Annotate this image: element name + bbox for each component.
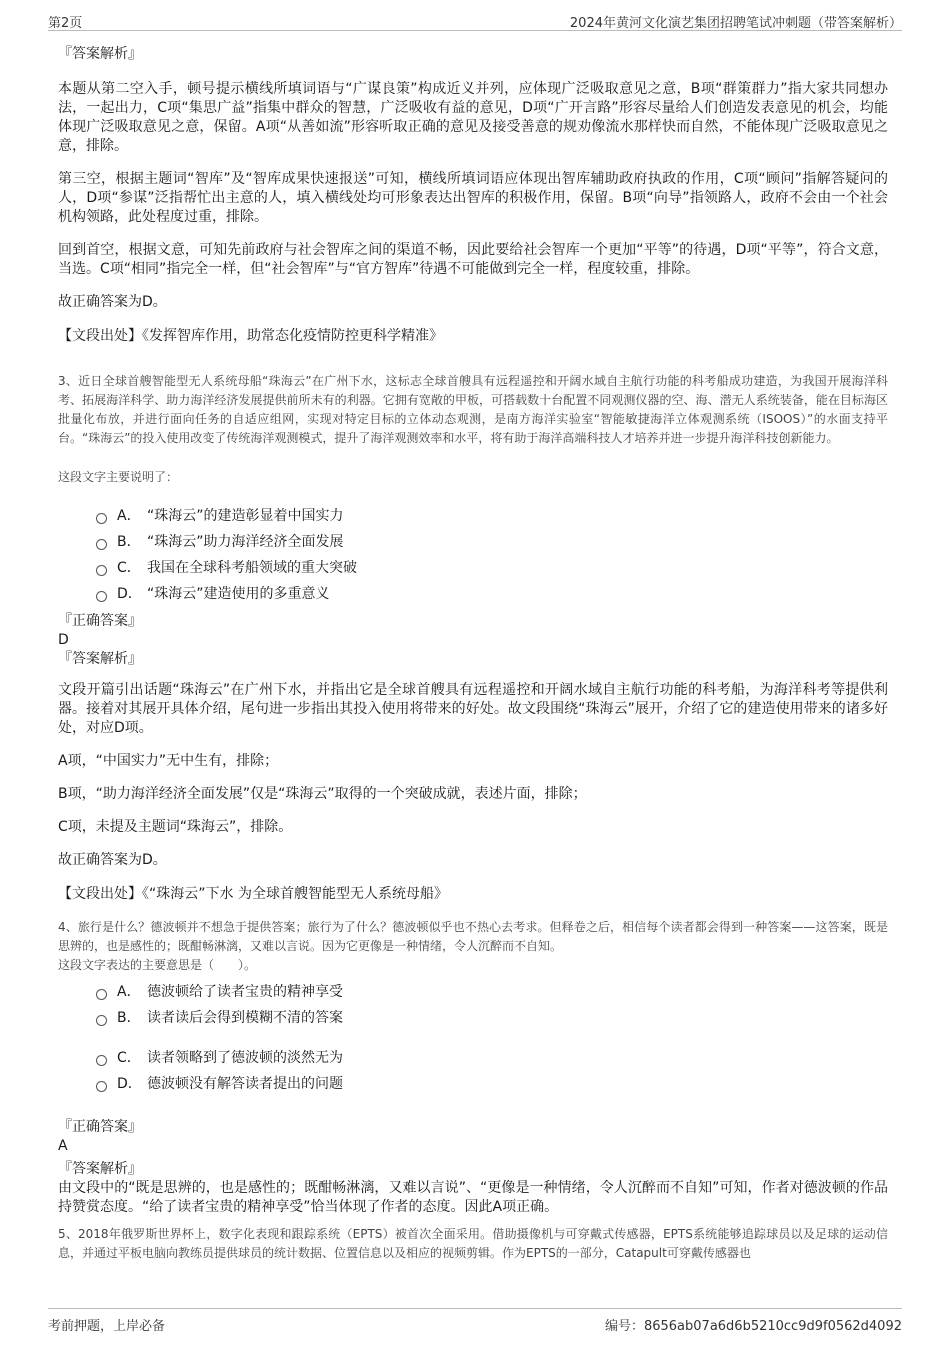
option-letter: C． bbox=[117, 1050, 141, 1066]
q2-conclusion: 故正确答案为D。 bbox=[58, 294, 167, 310]
main-content bbox=[58, 44, 888, 1263]
option-letter: C． bbox=[117, 560, 141, 576]
q3-option-d[interactable] bbox=[96, 581, 888, 607]
q2-analysis-p2: 第三空，根据主题词“智库”及“智库成果快速报送”可知，横线所填词语应体现出智库辅助政府执政的作用，C项“顾问”指解答疑问的人，D项“参谋”泛指帮忙出主意的人，填入横线处均可形象表达出智库的积极作用，保留。B项“向导”指领路人，政府不会由一个社会机构领路，此处程度过重，排除。 bbox=[58, 171, 888, 225]
q3-analysis-c: C项，未提及主题词“珠海云”，排除。 bbox=[58, 819, 293, 835]
option-text: 读者读后会得到模糊不清的答案 bbox=[147, 1010, 343, 1026]
option-letter: B． bbox=[117, 534, 141, 550]
option-letter: D． bbox=[117, 586, 142, 602]
radio-icon[interactable] bbox=[96, 539, 107, 550]
q4-prompt: 这段文字表达的主要意思是（ ）。 bbox=[58, 958, 257, 972]
q3-prompt: 这段文字主要说明了： bbox=[58, 470, 179, 484]
q3-analysis-a: A项，“中国实力”无中生有，排除； bbox=[58, 753, 279, 769]
option-text: 德波顿给了读者宝贵的精神享受 bbox=[147, 984, 343, 1000]
q4-option-b[interactable] bbox=[96, 1005, 888, 1031]
q4-correct-label: 『正确答案』 bbox=[58, 1119, 142, 1135]
q3-options bbox=[58, 503, 888, 607]
q5-stem: 5、2018年俄罗斯世界杯上，数字化表现和跟踪系统（EPTS）被首次全面采用。借助摄像机与可穿戴式传感器，EPTS系统能够追踪球员以及足球的运动信息，并通过平板电脑向教练员提供球员的统计数据、位置信息以及相应的视频剪辑。作为EPTS的一部分，Catapult可穿戴传感器也 bbox=[58, 1227, 888, 1260]
q3-option-c[interactable] bbox=[96, 555, 888, 581]
q3-correct-label: 『正确答案』 bbox=[58, 613, 142, 629]
q4-analysis: 由文段中的“既是思辨的，也是感性的；既酣畅淋漓，又难以言说”、“更像是一种情绪，令人沉醉而不自知”可知，作者对德波顿的作品持赞赏态度。“给了读者宝贵的精神享受”恰当体现了作者的态度。因此A项正确。 bbox=[58, 1180, 888, 1215]
q3-option-a[interactable] bbox=[96, 503, 888, 529]
option-letter: B． bbox=[117, 1010, 141, 1026]
radio-icon[interactable] bbox=[96, 1015, 107, 1026]
q3-source-title: 《“珠海云”下水 为全球首艘智能型无人系统母船》 bbox=[142, 886, 448, 902]
document-id: 编号：8656ab07a6d6b5210cc9d9f0562d4092 bbox=[604, 1319, 902, 1334]
q3-option-b[interactable] bbox=[96, 529, 888, 555]
q3-source-label: 【文段出处】 bbox=[58, 886, 142, 902]
radio-icon[interactable] bbox=[96, 989, 107, 1000]
q4-option-c[interactable] bbox=[96, 1045, 888, 1071]
document-title: 2024年黄河文化演艺集团招聘笔试冲刺题（带答案解析） bbox=[569, 16, 902, 31]
q3-conclusion: 故正确答案为D。 bbox=[58, 852, 167, 868]
radio-icon[interactable] bbox=[96, 565, 107, 576]
option-text: 我国在全球科考船领域的重大突破 bbox=[147, 560, 357, 576]
q4-stem: 4、旅行是什么？德波顿并不想急于提供答案；旅行为了什么？德波顿似乎也不热心去考求。但释卷之后，相信每个读者都会得到一种答案——这答案，既是思辨的，也是感性的；既酣畅淋漓，又难以言说。因为它更像是一种情绪，令人沉醉而不自知。 bbox=[58, 920, 888, 953]
q4-option-d[interactable] bbox=[96, 1071, 888, 1097]
q4-options bbox=[58, 979, 888, 1097]
q2-analysis-p3: 回到首空，根据文意，可知先前政府与社会智库之间的渠道不畅，因此要给社会智库一个更加“平等”的待遇，D项“平等”，符合文意，当选。C项“相同”指完全一样，但“社会智库”与“官方智库”待遇不可能做到完全一样，程度较重，排除。 bbox=[58, 242, 888, 277]
option-letter: A． bbox=[117, 984, 141, 1000]
q3-answer: D bbox=[58, 632, 69, 648]
q2-source bbox=[58, 326, 888, 346]
footer-slogan: 考前押题，上岸必备 bbox=[48, 1319, 166, 1334]
q2-source-label: 【文段出处】 bbox=[58, 328, 142, 344]
q3-analysis-b: B项，“助力海洋经济全面发展”仅是“珠海云”取得的一个突破成就，表述片面，排除； bbox=[58, 786, 587, 802]
q4-analysis-label: 『答案解析』 bbox=[58, 1161, 142, 1177]
q3-source bbox=[58, 884, 888, 904]
q4-answer: A bbox=[58, 1138, 68, 1154]
page-header bbox=[48, 10, 902, 31]
radio-icon[interactable] bbox=[96, 513, 107, 524]
option-text: “珠海云”建造使用的多重意义 bbox=[147, 586, 330, 602]
q3-analysis-p1: 文段开篇引出话题“珠海云”在广州下水，并指出它是全球首艘具有远程遥控和开阔水域自主航行功能的科考船，为海洋科考等提供利器。接着对其展开具体介绍，尾句进一步指出其投入使用将带来的好处。故文段围绕“珠海云”展开，介绍了它的建造使用带来的诸多好处，对应D项。 bbox=[58, 682, 888, 736]
q3-stem: 3、近日全球首艘智能型无人系统母船“珠海云”在广州下水，这标志全球首艘具有远程遥控和开阔水域自主航行功能的科考船成功建造，为我国开展海洋科考、拓展海洋科学、助力海洋经济发展提供前所未有的利器。它拥有宽敞的甲板，可搭载数十台配置不同观测仪器的空、海、潜无人系统装备，能在目标海区批量化布放，并进行面向任务的自适应组网，实现对特定目标的立体动态观测，是南方海洋实验室“智能敏捷海洋立体观测系统（ISOOS）”的水面支持平台。“珠海云”的投入使用改变了传统海洋观测模式，提升了海洋观测效率和水平，将有助于海洋高端科技人才培养并进一步提升海洋科技创新能力。 bbox=[58, 374, 888, 445]
q3-analysis-label: 『答案解析』 bbox=[58, 651, 142, 667]
option-text: “珠海云”助力海洋经济全面发展 bbox=[147, 534, 344, 550]
page-footer bbox=[48, 1308, 902, 1333]
option-letter: D． bbox=[117, 1076, 142, 1092]
option-letter: A． bbox=[117, 508, 141, 524]
radio-icon[interactable] bbox=[96, 591, 107, 602]
q2-analysis-p1: 本题从第二空入手，顿号提示横线所填词语与“广谋良策”构成近义并列，应体现广泛吸取意见之意，B项“群策群力”指大家共同想办法，一起出力，C项“集思广益”指集中群众的智慧，广泛吸收有益的意见，D项“广开言路”形容尽量给人们创造发表意见的机会，均能体现广泛吸取意见之意，保留。A项“从善如流”形容听取正确的意见及接受善意的规劝像流水那样快而自然，不能体现广泛吸取意见之意，排除。 bbox=[58, 81, 888, 154]
radio-icon[interactable] bbox=[96, 1055, 107, 1066]
page-number: 第2页 bbox=[48, 16, 83, 31]
q2-source-title: 《发挥智库作用，助常态化疫情防控更科学精准》 bbox=[142, 328, 443, 344]
option-text: 德波顿没有解答读者提出的问题 bbox=[147, 1076, 343, 1092]
option-text: 读者领略到了德波顿的淡然无为 bbox=[147, 1050, 343, 1066]
option-text: “珠海云”的建造彰显着中国实力 bbox=[147, 508, 344, 524]
q2-analysis-label: 『答案解析』 bbox=[58, 46, 142, 62]
radio-icon[interactable] bbox=[96, 1081, 107, 1092]
q4-option-a[interactable] bbox=[96, 979, 888, 1005]
